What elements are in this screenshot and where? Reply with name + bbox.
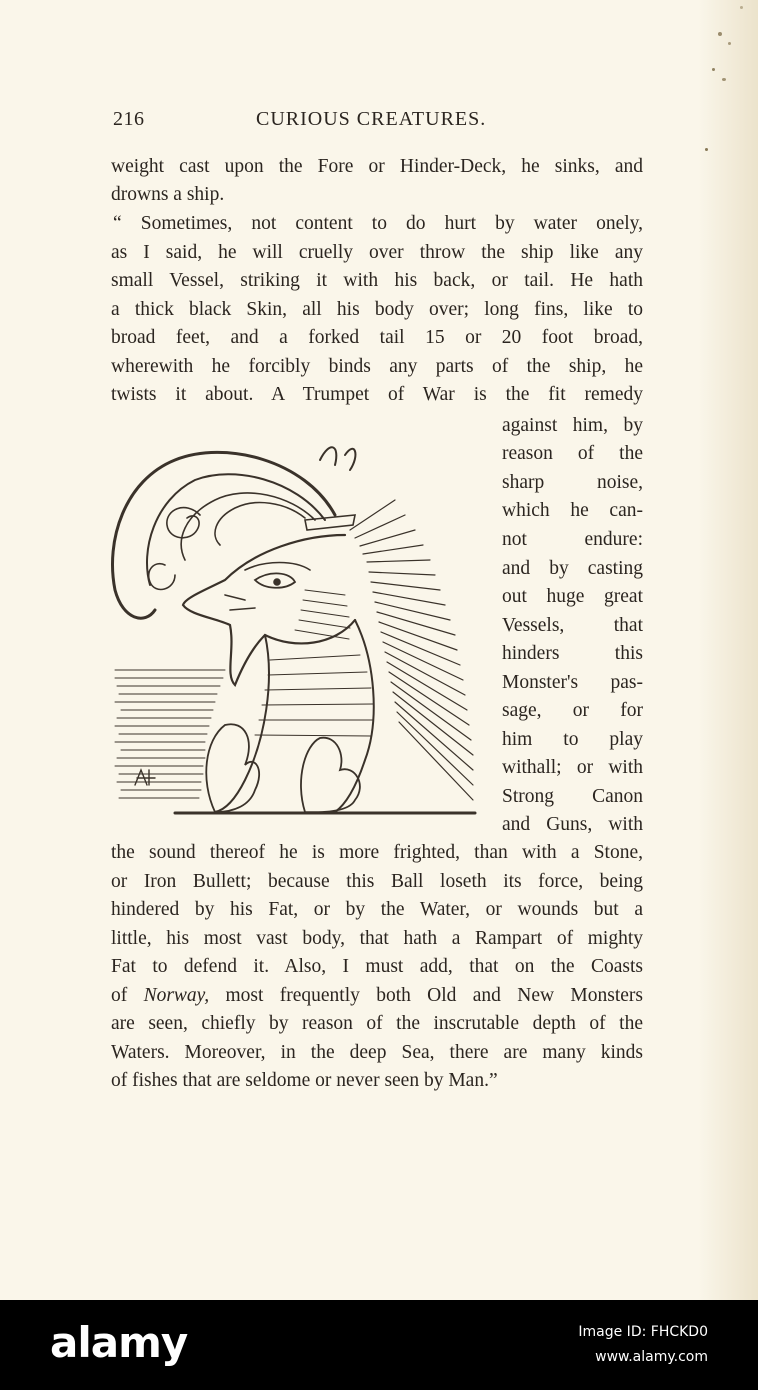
text-line: sage, or for bbox=[502, 700, 643, 721]
text-line: sharp noise, bbox=[502, 472, 643, 493]
text-line: withall; or with bbox=[502, 757, 643, 778]
text-line: Fat to defend it. Also, I must add, that on the Coasts bbox=[111, 956, 643, 977]
text-line: weight cast upon the Fore or Hinder-Deck, he sinks, and bbox=[111, 156, 643, 177]
site-url: www.alamy.com bbox=[595, 1349, 708, 1365]
foxing-speck bbox=[740, 6, 743, 9]
page-number: 216 bbox=[113, 108, 145, 130]
norway-suffix: most frequently both Old and New Monsters bbox=[209, 985, 643, 1006]
foxing-speck bbox=[705, 148, 708, 151]
text-line: not endure: bbox=[502, 529, 643, 550]
text-line: wherewith he forcibly binds any parts of the ship, he bbox=[111, 356, 643, 377]
text-line: Monster's pas- bbox=[502, 672, 643, 693]
running-title: CURIOUS CREATURES. bbox=[256, 108, 487, 130]
norway-prefix: of bbox=[111, 985, 144, 1006]
text-line: and Guns, with bbox=[502, 814, 643, 835]
text-line: reason of the bbox=[502, 443, 643, 464]
text-line: as I said, he will cruelly over throw the ship like any bbox=[111, 242, 643, 263]
text-line: twists it about. A Trumpet of War is the fit remedy bbox=[111, 384, 643, 405]
image-id: Image ID: FHCKD0 bbox=[578, 1324, 708, 1340]
text-line: hinders this bbox=[502, 643, 643, 664]
text-line: the sound thereof he is more frighted, than with a Stone, bbox=[111, 842, 643, 863]
sea-monster-illustration bbox=[105, 420, 485, 820]
mane-spikes bbox=[350, 500, 473, 800]
foxing-speck bbox=[728, 42, 731, 45]
text-line: drowns a ship. bbox=[111, 184, 225, 205]
text-line: him to play bbox=[502, 729, 643, 750]
text-line: which he can- bbox=[502, 500, 643, 521]
text-line: against him, by bbox=[502, 415, 643, 436]
text-line: broad feet, and a forked tail 15 or 20 foot broad, bbox=[111, 327, 643, 348]
text-line: out huge great bbox=[502, 586, 643, 607]
text-line: or Iron Bullett; because this Ball loseth its force, being bbox=[111, 871, 643, 892]
text-line: a thick black Skin, all his body over; long fins, like to bbox=[111, 299, 643, 320]
foxing-speck bbox=[712, 68, 715, 71]
page-header bbox=[113, 108, 643, 134]
text-line: small Vessel, striking it with his back, or tail. He hath bbox=[111, 270, 643, 291]
text-line: Waters. Moreover, in the deep Sea, there are many kinds bbox=[111, 1042, 643, 1063]
text-line: are seen, chiefly by reason of the inscrutable depth of the bbox=[111, 1013, 643, 1034]
text-line: Strong Canon bbox=[502, 786, 643, 807]
text-line: and by casting bbox=[502, 558, 643, 579]
text-line: “ Sometimes, not content to do hurt by water onely, bbox=[113, 213, 643, 234]
foxing-speck bbox=[722, 78, 726, 81]
text-line: hindered by his Fat, or by the Water, or wounds but a bbox=[111, 899, 643, 920]
text-line: of fishes that are seldome or never seen by Man.” bbox=[111, 1070, 498, 1091]
norway-place: Norway, bbox=[143, 985, 210, 1006]
text-line: Vessels, that bbox=[502, 615, 643, 636]
text-line: little, his most vast body, that hath a Rampart of mighty bbox=[111, 928, 643, 949]
text-line-norway bbox=[111, 982, 643, 1011]
water-lines bbox=[115, 670, 225, 798]
foxing-speck bbox=[718, 32, 722, 36]
alamy-logo: alamy bbox=[50, 1318, 188, 1367]
